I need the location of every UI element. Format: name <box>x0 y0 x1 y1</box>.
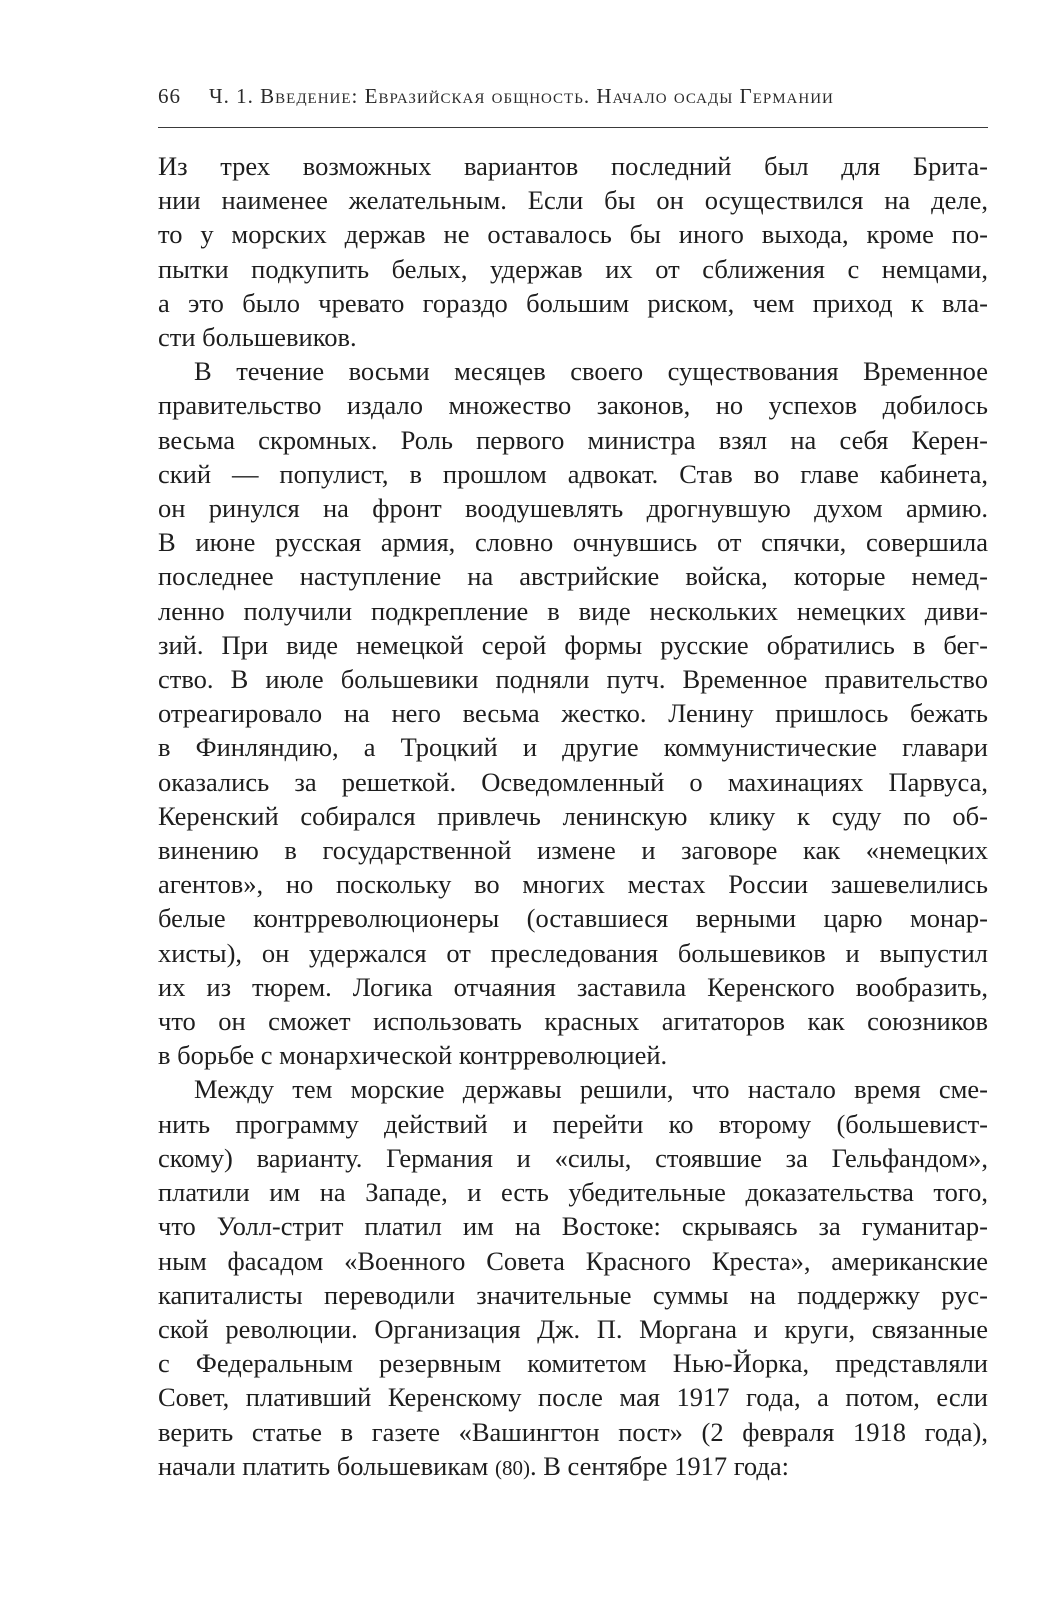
text-line: Между тем морские державы решили, что настало время сме- <box>194 1074 988 1105</box>
text-line: в Финляндию, а Троцкий и другие коммунистические главари <box>158 732 988 763</box>
text-line: оказались за решеткой. Осведомленный о махинациях Парвуса, <box>158 766 988 797</box>
text-line: скому) варианту. Германия и «силы, стоявшие за Гельфандом», <box>158 1142 988 1173</box>
header-rule <box>158 127 988 128</box>
running-head <box>158 84 988 109</box>
text-line: хисты), он удержался от преследования большевиков и выпустил <box>158 937 988 968</box>
text-line: винению в государственной измене и заговоре как «немецких <box>158 835 988 866</box>
text-line: ство. В июле большевики подняли путч. Временное правительство <box>158 664 988 695</box>
text-line: Совет, плативший Керенскому после мая 1917 года, а потом, если <box>158 1382 988 1413</box>
text-line: с Федеральным резервным комитетом Нью-Йорка, представляли <box>158 1348 988 1379</box>
text-line: капиталисты переводили значительные суммы на поддержку рус- <box>158 1279 988 1310</box>
body-text <box>158 149 988 1485</box>
text-line: В июне русская армия, словно очнувшись от спячки, совершила <box>158 527 988 558</box>
text-line: Керенский собирался привлечь ленинскую клику к суду по об- <box>158 800 988 831</box>
text-line: он ринулся на фронт воодушевлять дрогнувшую духом армию. <box>158 493 988 524</box>
page-number: 66 <box>158 84 181 108</box>
text-line: верить статье в газете «Вашингтон пост» (2 февраля 1918 года), <box>158 1416 988 1447</box>
text-line: ской революции. Организация Дж. П. Моргана и круги, связанные <box>158 1313 988 1344</box>
text-line: ленно получили подкрепление в виде нескольких немецких диви- <box>158 595 988 626</box>
text-line: нить программу действий и перейти ко второму (большевист- <box>158 1108 988 1139</box>
paragraph-1 <box>158 149 988 354</box>
text-line: последнее наступление на австрийские войска, которые немед- <box>158 561 988 592</box>
text-line: ский — популист, в прошлом адвокат. Став во главе кабинета, <box>158 458 988 489</box>
text-line: сти большевиков. <box>158 322 357 353</box>
text-line: правительство издало множество законов, но успехов добилось <box>158 390 988 421</box>
final-line-text-end: . В сентябре 1917 года: <box>529 1450 790 1481</box>
text-line: Из трех возможных вариантов последний был для Брита- <box>158 151 988 181</box>
text-line: весьма скромных. Роль первого министра взял на себя Керен- <box>158 424 988 455</box>
text-line: зий. При виде немецкой серой формы русские обратились в бег- <box>158 629 988 660</box>
text-line: В течение восьми месяцев своего существования Временное <box>194 356 988 387</box>
text-line: что он сможет использовать красных агитаторов как союзников <box>158 1006 988 1037</box>
text-line: что Уолл-стрит платил им на Востоке: скрываясь за гуманитар- <box>158 1211 988 1242</box>
reference-marker[interactable]: (80) <box>494 1455 530 1480</box>
text-line: отреагировало на него весьма жестко. Ленину пришлось бежать <box>158 698 988 729</box>
running-title: Ч. 1. Введение: Евразийская общность. Начало осады Германии <box>209 84 834 108</box>
text-line: их из тюрем. Логика отчаяния заставила Керенского вообразить, <box>158 971 988 1002</box>
paragraph-3 <box>158 1072 988 1484</box>
text-line: агентов», но поскольку во многих местах России зашевелились <box>158 869 988 900</box>
text-line: пытки подкупить белых, удержав их от сближения с немцами, <box>158 253 988 284</box>
text-line: в борьбе с монархической контрреволюцией. <box>158 1040 668 1071</box>
paragraph-2 <box>158 354 988 1072</box>
text-line: а это было чревато гораздо большим риском, чем приход к вла- <box>158 287 988 318</box>
text-line-final <box>158 1449 988 1485</box>
final-line-text: начали платить большевикам <box>158 1450 495 1481</box>
text-line: то у морских держав не оставалось бы иного выхода, кроме по- <box>158 219 988 250</box>
text-line: белые контрреволюционеры (оставшиеся верными царю монар- <box>158 903 988 934</box>
text-line: ным фасадом «Военного Совета Красного Креста», американские <box>158 1245 988 1276</box>
text-line: нии наименее желательным. Если бы он осуществился на деле, <box>158 185 988 216</box>
text-line: платили им на Западе, и есть убедительные доказательства того, <box>158 1177 988 1208</box>
